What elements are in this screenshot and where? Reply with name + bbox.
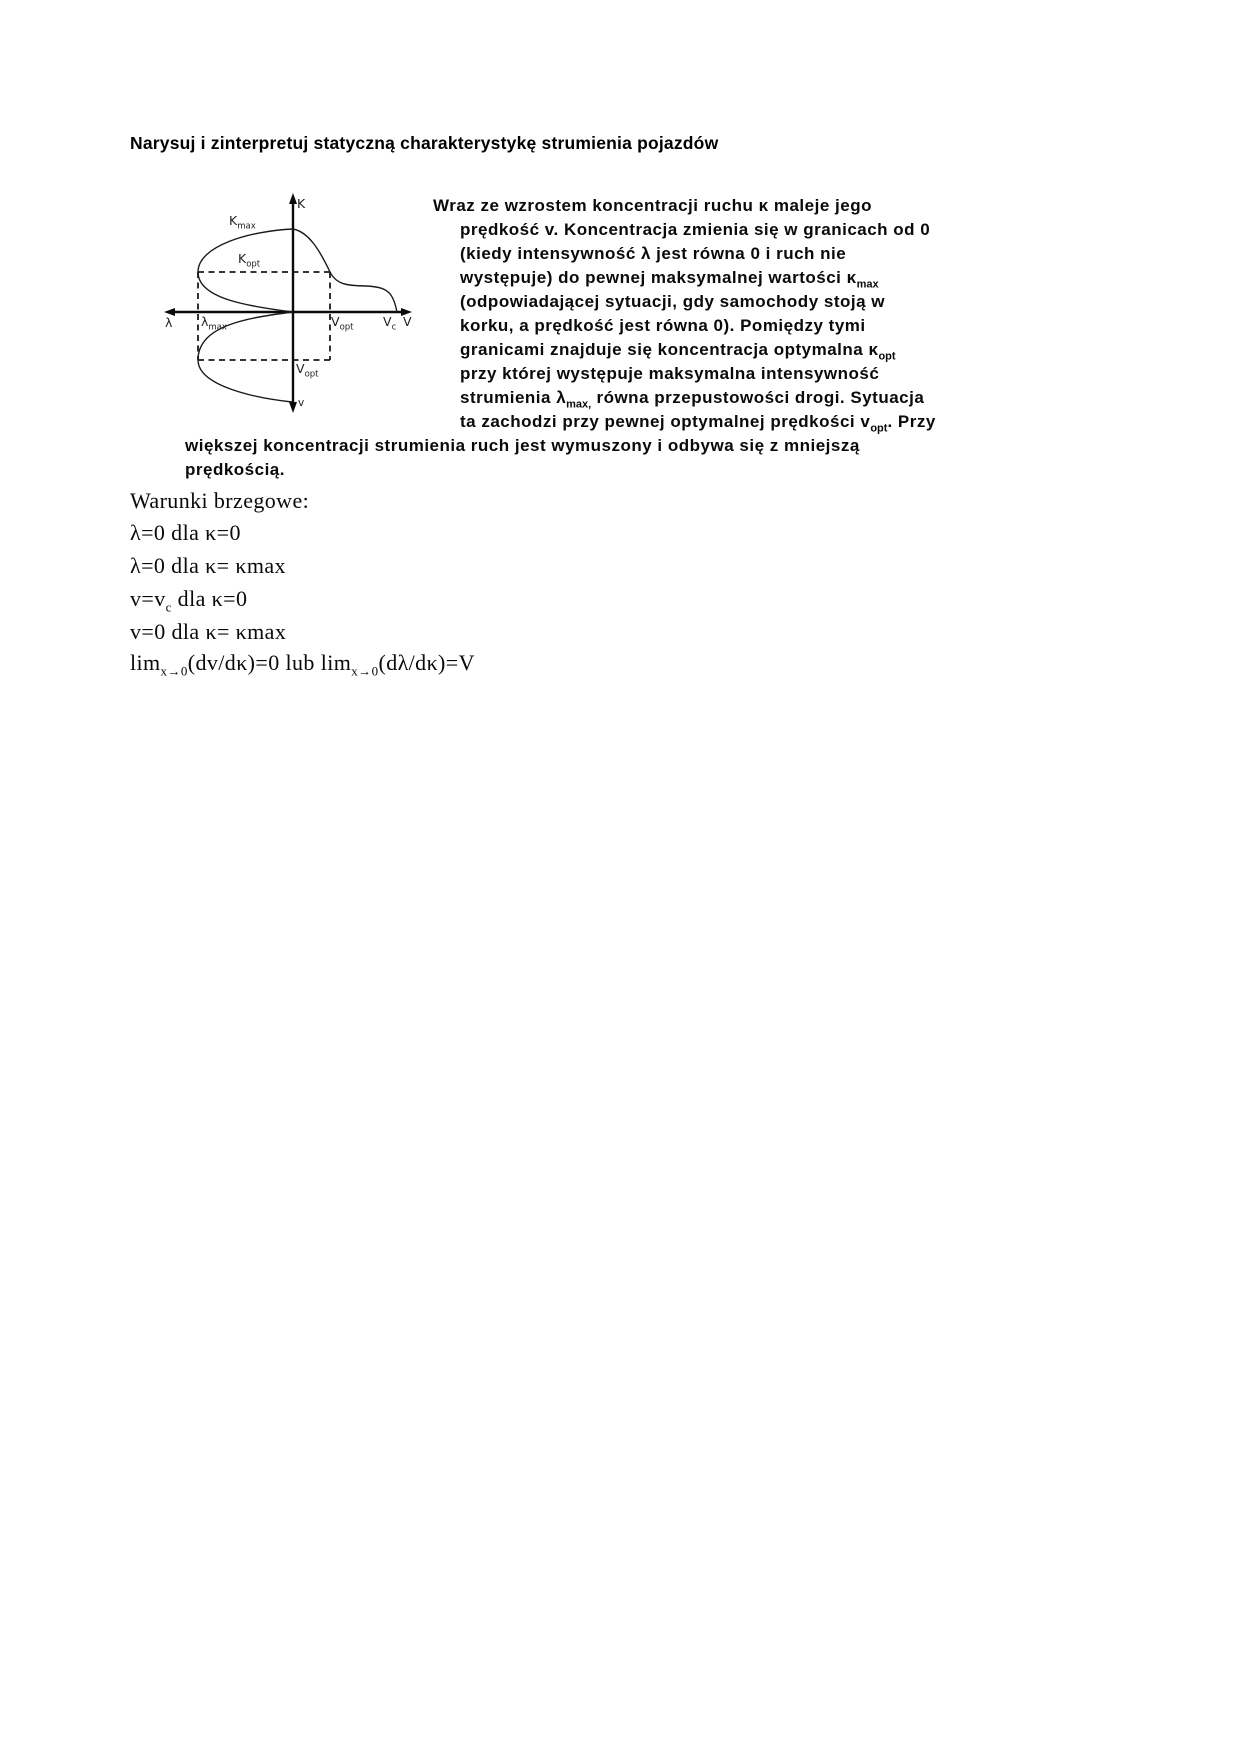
v-axis-right-label: V [403,314,412,329]
boundary-line: $\lim_{x\to 0}(dv/d\kappa)=0$ lub $\lim_{x\to 0}(d\lambda/d\kappa)=V$ [130,650,475,679]
paragraph-line: strumienia $\lambda_{max,}$ równa przepustowości drogi. Sytuacja [460,388,925,411]
v-opt-neg-sub: opt [304,369,319,380]
flow-characteristic-diagram [163,172,413,417]
boundary-line: λ=0 dla κ= κmax [130,553,286,578]
lambda-axis-label: λ [165,315,173,330]
paragraph-line: (odpowiadającej sytuacji, gdy samochody stoją w [460,292,885,311]
diagram-canvas [163,172,413,417]
k-opt-base: K [238,251,247,266]
paragraph-line: prędkością. [185,460,285,479]
paragraph-line: Wraz ze wzrostem koncentracji ruchu κ maleje jego [433,196,872,215]
v-c-label [383,316,396,332]
paragraph-line: granicami znajduje się koncentracja optymalna $\kappa_{opt}$ [460,340,896,363]
boundary-line: $v=v_c$ dla κ=0 [130,586,248,615]
axes [173,202,403,404]
paragraph-line: przy której występuje maksymalna intensywność [460,364,880,383]
k-axis-label: K [297,196,306,211]
v-opt-axis-base: V [331,314,340,329]
lambda-max-sub: max [208,322,227,333]
k-max-sub: max [237,221,256,232]
boundary-heading: Warunki brzegowe: [130,488,310,513]
v-opt-neg-base: V [296,361,305,376]
v-c-sub: c [391,322,397,333]
v-c-base: V [383,314,392,329]
paragraph-line: większej koncentracji strumienia ruch jest wymuszony i odbywa się z mniejszą [185,436,860,455]
lambda-max-base: λ [201,314,209,329]
k-opt-label [238,253,260,269]
k-max-base: K [229,213,238,228]
down-arrow-icon [289,402,297,413]
v-axis-down-label: v [298,397,305,409]
boundary-line: λ=0 dla κ=0 [130,520,241,545]
lambda-k-curve [198,229,293,312]
k-max-label [229,215,256,231]
page-title: Narysuj i zinterpretuj statyczną charakterystykę strumienia pojazdów [130,133,719,153]
paragraph-line: ta zachodzi przy pewnej optymalnej prędkości $v_{opt}$. Przy [460,412,936,435]
lambda-max-label [201,316,227,332]
axis-arrowheads [164,193,412,413]
up-arrow-icon [289,193,297,204]
boundary-line: v=0 dla κ= κmax [130,619,287,644]
v-k-curve [293,229,397,312]
v-opt-axis-sub: opt [339,322,354,333]
v-opt-neg-label [296,363,319,379]
paragraph-line: występuje) do pewnej maksymalnej wartości $\kappa_{max}$ [460,268,879,291]
paragraph-line: prędkość v. Koncentracja zmienia się w granicach od 0 [460,220,931,239]
k-opt-sub: opt [246,259,261,270]
paragraph-line: korku, a prędkość jest równa 0). Pomiędzy tymi [460,316,866,335]
paragraph-line: (kiedy intensywność λ jest równa 0 i ruch nie [460,244,847,263]
v-opt-axis-label [331,316,354,332]
